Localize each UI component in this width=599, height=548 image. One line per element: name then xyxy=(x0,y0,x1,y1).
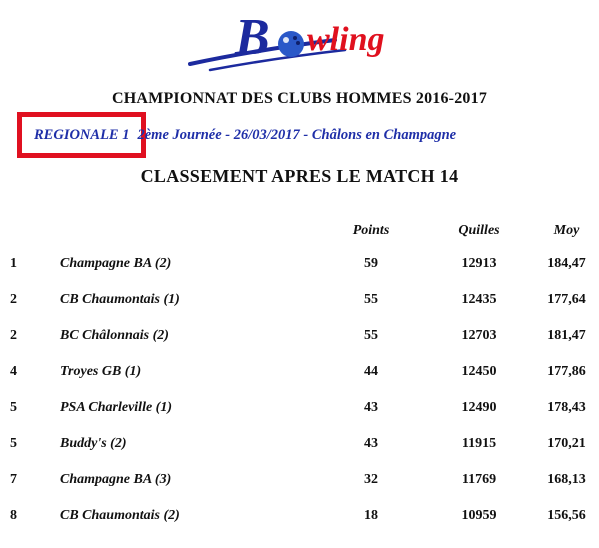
moy-cell: 156,56 xyxy=(547,508,586,523)
quilles-cell: 12435 xyxy=(461,292,497,307)
quilles-cell: 11769 xyxy=(461,472,497,487)
moy-cell: 177,86 xyxy=(547,364,586,379)
table-row xyxy=(0,462,599,498)
quilles-cell: 12490 xyxy=(461,400,497,415)
logo-letters-wling: wling xyxy=(307,21,385,58)
rank-cell: 7 xyxy=(10,472,17,487)
rank-cell: 8 xyxy=(10,508,17,523)
club-cell: Buddy's (2) xyxy=(60,436,127,451)
rank-cell: 2 xyxy=(10,292,17,307)
header-moy: Moy xyxy=(553,223,580,238)
quilles-cell: 10959 xyxy=(461,508,497,523)
bowling-ball-icon xyxy=(278,31,304,57)
logo-letter-b: B xyxy=(235,9,270,66)
table-row xyxy=(0,498,599,534)
points-cell: 43 xyxy=(364,436,378,451)
table-row xyxy=(0,354,599,390)
points-cell: 43 xyxy=(364,400,378,415)
club-cell: BC Châlonnais (2) xyxy=(60,328,169,343)
rank-cell: 5 xyxy=(10,400,17,415)
header-rank xyxy=(0,216,60,246)
subtitle-row xyxy=(34,127,456,144)
moy-cell: 170,21 xyxy=(547,436,586,451)
points-cell: 55 xyxy=(364,292,378,307)
table-header-row xyxy=(0,216,599,246)
club-cell: CB Chaumontais (2) xyxy=(60,508,180,523)
table-row xyxy=(0,318,599,354)
club-cell: PSA Charleville (1) xyxy=(60,400,172,415)
moy-cell: 181,47 xyxy=(547,328,586,343)
moy-cell: 178,43 xyxy=(547,400,586,415)
header-points: Points xyxy=(352,223,390,238)
header-quilles: Quilles xyxy=(458,223,500,238)
table-row xyxy=(0,390,599,426)
points-cell: 59 xyxy=(364,256,378,271)
club-cell: Champagne BA (3) xyxy=(60,472,172,487)
quilles-cell: 12913 xyxy=(461,256,497,271)
matchday-details: 2ème Journée - 26/03/2017 - Châlons en Champagne xyxy=(137,127,457,143)
standings-heading: CLASSEMENT APRES LE MATCH 14 xyxy=(140,166,459,186)
club-cell: Champagne BA (2) xyxy=(60,256,172,271)
points-cell: 18 xyxy=(364,508,378,523)
table-row xyxy=(0,246,599,282)
quilles-cell: 12703 xyxy=(461,328,497,343)
points-cell: 44 xyxy=(364,364,378,379)
moy-cell: 168,13 xyxy=(547,472,586,487)
moy-cell: 177,64 xyxy=(547,292,586,307)
rank-cell: 4 xyxy=(10,364,17,379)
moy-cell: 184,47 xyxy=(547,256,586,271)
standings-table xyxy=(0,216,599,534)
quilles-cell: 12450 xyxy=(461,364,497,379)
bowling-logo xyxy=(185,0,415,80)
points-cell: 55 xyxy=(364,328,378,343)
club-cell: CB Chaumontais (1) xyxy=(60,292,180,307)
quilles-cell: 11915 xyxy=(461,436,497,451)
league-label: REGIONALE 1 xyxy=(34,127,130,143)
club-cell: Troyes GB (1) xyxy=(60,364,142,379)
header-club xyxy=(60,216,318,246)
championship-title: CHAMPIONNAT DES CLUBS HOMMES 2016-2017 xyxy=(111,90,488,107)
table-row xyxy=(0,282,599,318)
rank-cell: 5 xyxy=(10,436,17,451)
points-cell: 32 xyxy=(364,472,378,487)
table-row xyxy=(0,426,599,462)
rank-cell: 2 xyxy=(10,328,17,343)
rank-cell: 1 xyxy=(10,256,17,271)
